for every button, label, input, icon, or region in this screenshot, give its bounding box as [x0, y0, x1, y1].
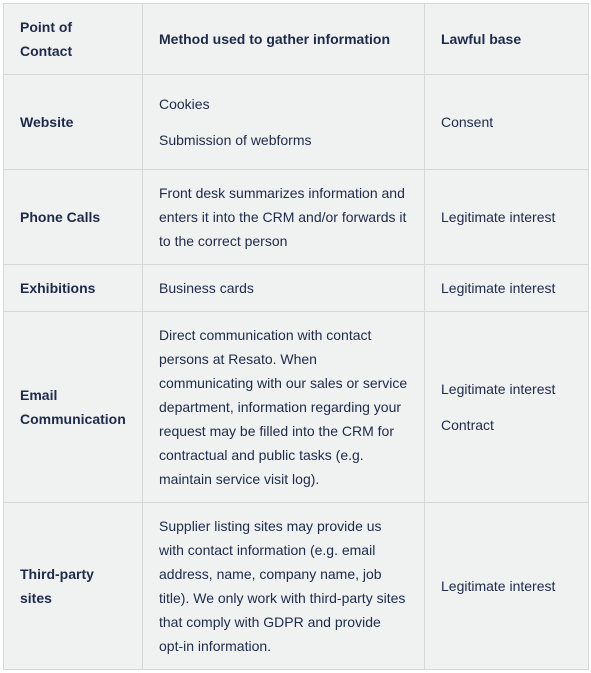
lawful-base-text: Contract	[441, 417, 494, 433]
lawful-base-cell	[425, 312, 589, 503]
point-of-contact-cell: Website	[4, 75, 143, 170]
lawful-base-cell	[425, 265, 589, 312]
lawful-base-text: Legitimate interest	[441, 578, 556, 594]
table-row	[4, 503, 589, 670]
lawful-base-cell	[425, 503, 589, 670]
lawful-base-cell	[425, 75, 589, 170]
method-cell	[143, 503, 425, 670]
point-of-contact-cell: Third-party sites	[4, 503, 143, 670]
lawful-base-text: Legitimate interest	[441, 280, 556, 296]
contact-information-table	[3, 3, 589, 670]
method-cell	[143, 75, 425, 170]
method-text: Business cards	[159, 280, 254, 296]
table-row	[4, 312, 589, 503]
method-cell	[143, 265, 425, 312]
point-of-contact-cell: Email Communication	[4, 312, 143, 503]
header-point-of-contact: Point of Contact	[4, 4, 143, 75]
point-of-contact-cell: Phone Calls	[4, 170, 143, 265]
method-cell	[143, 170, 425, 265]
lawful-base-text: Legitimate interest	[441, 209, 556, 225]
table-header-row	[4, 4, 589, 75]
lawful-base-text: Legitimate interest	[441, 381, 556, 397]
point-of-contact-cell: Exhibitions	[4, 265, 143, 312]
table-row	[4, 75, 589, 170]
method-text: Supplier listing sites may provide us with contact information (e.g. email address, name, company name, job title). We only work with third-party sites that comply with GDPR and provide opt-in information.	[159, 518, 406, 654]
table-row	[4, 170, 589, 265]
method-text: Submission of webforms	[159, 132, 312, 148]
method-text: Front desk summarizes information and enters it into the CRM and/or forwards it to the correct person	[159, 185, 407, 249]
method-text: Cookies	[159, 96, 210, 112]
header-lawful-base: Lawful base	[425, 4, 589, 75]
method-text: Direct communication with contact persons at Resato. When communicating with our sales or service department, information regarding your request may be filled into the CRM for contractual and public tasks (e.g. maintain service visit log).	[159, 327, 408, 487]
method-cell	[143, 312, 425, 503]
header-method: Method used to gather information	[143, 4, 425, 75]
table-row	[4, 265, 589, 312]
lawful-base-text: Consent	[441, 114, 494, 130]
lawful-base-cell	[425, 170, 589, 265]
